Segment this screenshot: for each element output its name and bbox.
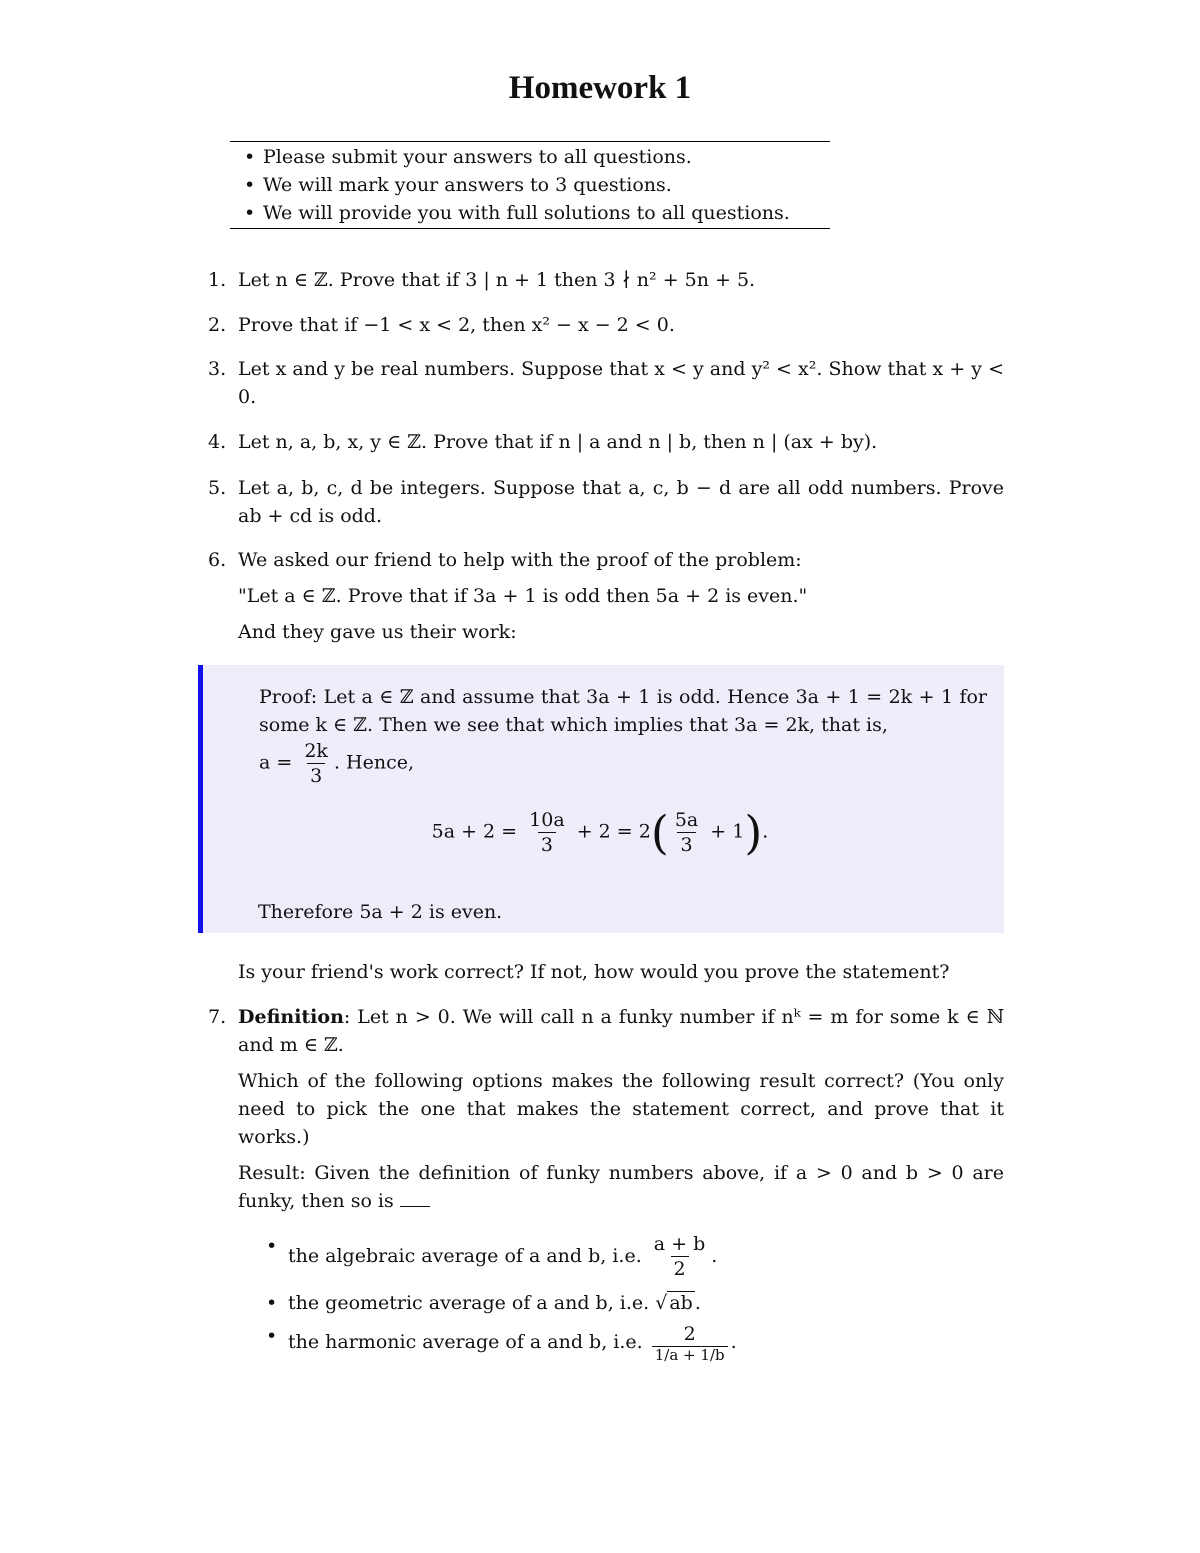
proof-text — [259, 683, 987, 788]
bullet-icon: • — [244, 202, 256, 224]
question-text: Let n ∈ ℤ. Prove that if 3 | n + 1 then 3 ∤ n² + 5n + 5. — [238, 269, 756, 291]
question-text: Let a, b, c, d be integers. Suppose that a, c, b − d are all odd numbers. Prove ab + cd is odd. — [238, 477, 1004, 527]
fraction-denominator: 3 — [307, 763, 325, 788]
fraction-denominator: 3 — [538, 832, 556, 857]
question-number: 2. — [208, 314, 227, 336]
option-text: the harmonic average of a and b, i.e. — [288, 1331, 643, 1353]
instructions-box — [230, 141, 830, 229]
question-number: 4. — [208, 431, 227, 453]
bullet-icon: • — [266, 1325, 278, 1347]
question-number: 6. — [208, 549, 227, 571]
question-text: Prove that if −1 < x < 2, then x² − x − 2 < 0. — [238, 314, 675, 336]
fraction — [672, 808, 701, 857]
square-root: √ ab — [655, 1292, 693, 1314]
question-text: Is your friend's work correct? If not, how would you prove the statement? — [238, 961, 950, 983]
bullet-icon: • — [266, 1292, 278, 1314]
question-7 — [208, 1003, 1004, 1223]
question-1 — [208, 266, 1004, 294]
fraction-numerator: 2k — [304, 740, 328, 762]
equation-middle: + 2 = 2 — [576, 820, 651, 843]
proof-hence: . Hence, — [333, 751, 415, 774]
question-6-followup — [208, 958, 1004, 986]
instruction-item: • Please submit your answers to all questions. — [244, 143, 830, 171]
definition — [238, 1003, 1004, 1059]
question-6 — [208, 546, 1004, 654]
fraction-numerator: 2 — [683, 1323, 696, 1345]
answer-blank — [400, 1198, 430, 1207]
equation-plus-one: + 1 — [710, 820, 745, 843]
fraction-numerator: 5a — [674, 809, 699, 831]
proof-box — [198, 665, 1004, 933]
fraction-denominator: 1/a + 1/b — [652, 1346, 728, 1364]
question-number: 5. — [208, 477, 227, 499]
left-paren-icon: ( — [650, 805, 669, 860]
problem-quote: "Let a ∈ ℤ. Prove that if 3a + 1 is odd then 5a + 2 is even." — [238, 585, 808, 607]
proof-a-eq: a = — [259, 751, 293, 774]
fraction-numerator: 10a — [529, 809, 565, 831]
question-lead: And they gave us their work: — [238, 621, 517, 643]
fraction-denominator: 2 — [671, 1256, 689, 1281]
result-statement: Result: Given the definition of funky numbers above, if a > 0 and b > 0 are funky, then so is — [238, 1162, 1004, 1212]
fraction — [301, 739, 331, 788]
question-4 — [208, 428, 1004, 456]
fraction — [652, 1322, 728, 1364]
definition-label: Definition — [238, 1006, 344, 1028]
question-intro: We asked our friend to help with the proof of the problem: — [238, 549, 802, 571]
definition-text: : Let n > 0. We will call n a funky number if nᵏ = m for some k ∈ ℕ and m ∈ ℤ. — [238, 1006, 1004, 1056]
question-text: Let n, a, b, x, y ∈ ℤ. Prove that if n | a and n | b, then n | (ax + by). — [238, 431, 878, 453]
fraction — [526, 808, 568, 857]
question-number: 3. — [208, 358, 227, 380]
fraction-numerator: a + b — [653, 1233, 706, 1255]
question-3 — [208, 355, 1004, 411]
proof-line: Proof: Let a ∈ ℤ and assume that 3a + 1 is odd. Hence 3a + 1 = 2k + 1 for some k ∈ ℤ. Then we see that which implies that 3a = 2k, that is, — [259, 686, 987, 736]
bullet-icon: • — [244, 146, 256, 168]
option-text: the algebraic average of a and b, i.e. — [288, 1244, 642, 1267]
instruction-item: • We will mark your answers to 3 questions. — [244, 171, 830, 199]
equation-lhs: 5a + 2 = — [431, 820, 518, 843]
question-2 — [208, 311, 1004, 339]
question-prompt: Which of the following options makes the following result correct? (You only need to pick the one that makes the statement correct, and prove that it works.) — [238, 1070, 1004, 1148]
page-title: Homework 1 — [508, 70, 692, 106]
option-harmonic: • the harmonic average of a and b, i.e. $\frac{2}{1/a + 1/b}$ . — [266, 1323, 737, 1364]
bullet-icon: • — [244, 174, 256, 196]
question-number: 1. — [208, 269, 227, 291]
equation-end: . — [762, 820, 769, 843]
option-geometric: • the geometric average of a and b, i.e. √ ab . — [266, 1289, 701, 1317]
radicand: ab — [669, 1292, 693, 1314]
proof-conclusion: Therefore 5a + 2 is even. — [258, 901, 503, 923]
option-algebraic: • the algebraic average of a and b, i.e. $\frac{a + b}{2}$ . — [266, 1233, 718, 1280]
option-text: the geometric average of a and b, i.e. — [288, 1292, 650, 1314]
right-paren-icon: ) — [744, 805, 763, 860]
bullet-icon: • — [266, 1235, 278, 1257]
fraction-denominator: 3 — [677, 832, 695, 857]
question-number: 7. — [208, 1006, 227, 1028]
question-text: Let x and y be real numbers. Suppose that x < y and y² < x². Show that x + y < 0. — [238, 358, 1004, 408]
fraction — [651, 1232, 709, 1281]
question-5 — [208, 474, 1004, 530]
instruction-item: • We will provide you with full solutions to all questions. — [244, 199, 830, 227]
display-equation — [0, 805, 1200, 860]
